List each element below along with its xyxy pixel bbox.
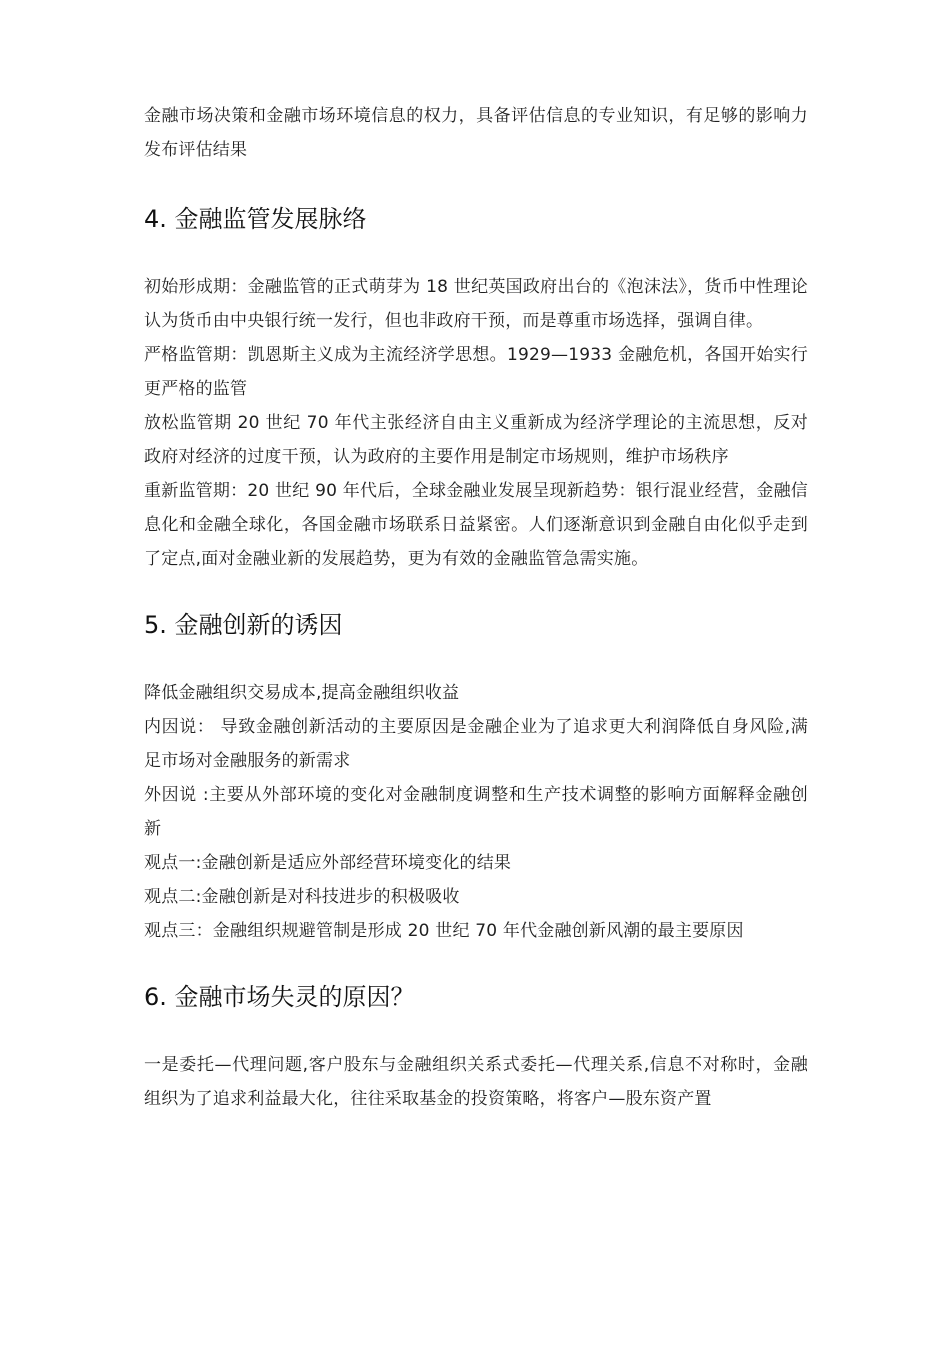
section-5-paragraph-external: 外因说 :主要从外部环境的变化对金融制度调整和生产技术调整的影响方面解释金融创新 — [144, 785, 808, 839]
document-page — [144, 99, 808, 1116]
section-6-paragraph-agency: 一是委托—代理问题,客户股东与金融组织关系式委托—代理关系,信息不对称时，金融组织为了追求利益最大化，往往采取基金的投资策略，将客户—股东资产置 — [144, 1055, 808, 1109]
section-4-heading: 4. 金融监管发展脉络 — [144, 205, 367, 233]
section-5-paragraph-view-1: 观点一:金融创新是适应外部经营环境变化的结果 — [144, 853, 512, 873]
section-5-paragraph-summary: 降低金融组织交易成本,提高金融组织收益 — [144, 683, 460, 703]
section-5-paragraph-view-2: 观点二:金融创新是对科技进步的积极吸收 — [144, 887, 460, 907]
section-4-paragraph-initial: 初始形成期：金融监管的正式萌芽为 18 世纪英国政府出台的《泡沫法》，货币中性理论认为货币由中央银行统一发行，但也非政府干预，而是尊重市场选择，强调自律。 — [144, 277, 808, 331]
section-4-paragraph-reregulation: 重新监管期：20 世纪 90 年代后，全球金融业发展呈现新趋势：银行混业经营，金融信息化和金融全球化，各国金融市场联系日益紧密。人们逐渐意识到金融自由化似乎走到了定点,面对金融业新的发展趋势，更为有效的金融监管急需实施。 — [144, 481, 808, 569]
section-6-heading: 6. 金融市场失灵的原因？ — [144, 983, 415, 1011]
section-5-paragraph-internal: 内因说： 导致金融创新活动的主要原因是金融企业为了追求更大利润降低自身风险,满足市场对金融服务的新需求 — [144, 717, 808, 771]
section-4-paragraph-strict: 严格监管期：凯恩斯主义成为主流经济学思想。1929—1933 金融危机，各国开始实行更严格的监管 — [144, 345, 808, 399]
section-4-paragraph-relaxed: 放松监管期 20 世纪 70 年代主张经济自由主义重新成为经济学理论的主流思想，反对政府对经济的过度干预，认为政府的主要作用是制定市场规则，维护市场秩序 — [144, 413, 808, 467]
section-5-paragraph-view-3: 观点三：金融组织规避管制是形成 20 世纪 70 年代金融创新风潮的最主要原因 — [144, 921, 744, 941]
intro-paragraph: 金融市场决策和金融市场环境信息的权力，具备评估信息的专业知识，有足够的影响力发布评估结果 — [144, 106, 808, 160]
section-5-heading: 5. 金融创新的诱因 — [144, 611, 343, 639]
